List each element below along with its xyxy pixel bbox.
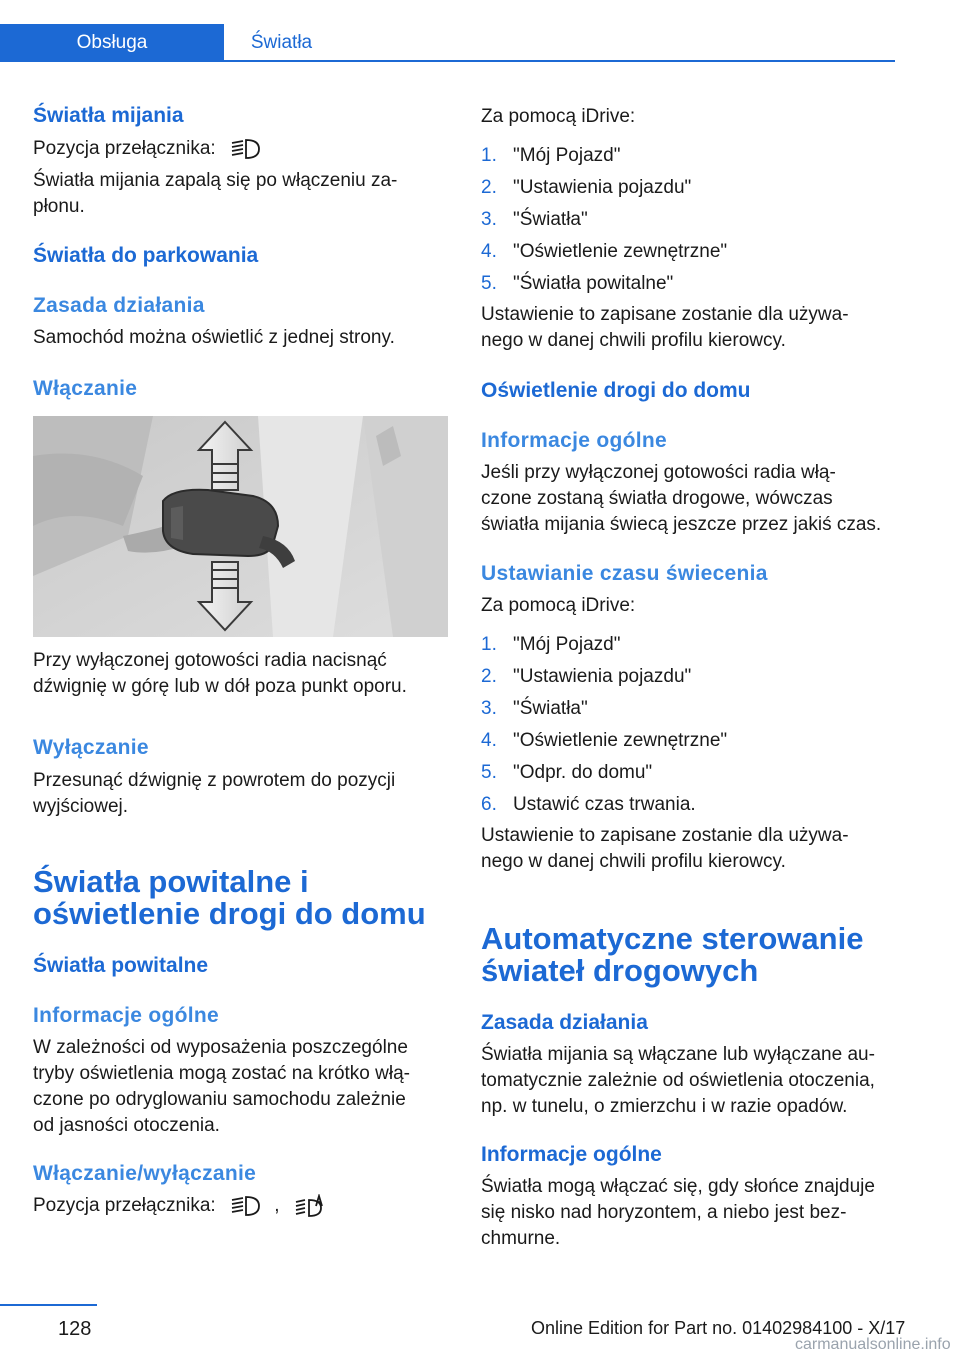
idrive-intro-1: Za pomocą iDrive: [481, 106, 636, 127]
parking-principle-text: Samochód można oświetlić z jednej strony. [33, 327, 395, 348]
home-text-1: Jeśli przy wyłączonej gotowości radia włą‐ [481, 462, 836, 483]
heading-low-beam: Światła mijania [33, 104, 184, 127]
list-item-text: "Mój Pojazd" [513, 634, 621, 655]
heading-parking-principle: Zasada działania [33, 294, 205, 317]
auto-general-text-1: Światła mogą włączać się, gdy słońce znajduje [481, 1176, 875, 1197]
low-beam-text-1: Światła mijania zapalą się po włączeniu za‐ [33, 170, 398, 191]
list-item-number: 6. [481, 794, 497, 815]
list-item [481, 204, 896, 236]
heading-switch-off: Wyłączanie [33, 736, 149, 759]
list-item-number: 1. [481, 634, 497, 655]
page-header [0, 0, 895, 62]
heading-welcome-lights-1: Światła powitalne i [33, 864, 309, 899]
heading-parking-lights: Światła do parkowania [33, 244, 259, 267]
heading-welcome-lights-2: oświetlenie drogi do domu [33, 896, 426, 931]
saved-profile-text-2b: nego w danej chwili profilu kierowcy. [481, 851, 786, 872]
auto-text-3: np. w tunelu, o zmierzchu i w razie opadów. [481, 1096, 848, 1117]
list-item [481, 172, 896, 204]
list-item-number: 2. [481, 177, 497, 198]
footer-rule [0, 1304, 97, 1306]
list-item [481, 661, 896, 693]
heading-welcome: Światła powitalne [33, 954, 209, 977]
list-item-text: "Światła" [513, 698, 588, 719]
heading-home-general: Informacje ogólne [481, 429, 667, 452]
header-tab-swiatla: Światła [250, 32, 313, 53]
list-item-number: 4. [481, 241, 497, 262]
list-item [481, 693, 896, 725]
auto-text-1: Światła mijania są włączane lub wyłączane au‐ [481, 1044, 875, 1065]
list-item-text: Ustawić czas trwania. [513, 794, 696, 815]
on-off-switch-label: Pozycja przełącznika: [33, 1195, 216, 1216]
saved-profile-text-1b: nego w danej chwili profilu kierowcy. [481, 330, 786, 351]
on-off-separator: , [274, 1195, 280, 1216]
general-text-4: od jasności otoczenia. [33, 1115, 220, 1136]
saved-profile-text-2a: Ustawienie to zapisane zostanie dla używa‐ [481, 825, 849, 846]
list-item-number: 5. [481, 762, 497, 783]
low-beam-switch-line [33, 136, 448, 162]
list-item-text: "Oświetlenie zewnętrzne" [513, 241, 728, 262]
list-item-number: 3. [481, 698, 497, 719]
list-item [481, 236, 896, 268]
list-item-text: "Ustawienia pojazdu" [513, 177, 692, 198]
switch-on-text-1: Przy wyłączonej gotowości radia nacisnąć [33, 650, 387, 671]
switch-off-text-2: wyjściowej. [33, 796, 129, 817]
saved-profile-text-1a: Ustawienie to zapisane zostanie dla używa‐ [481, 304, 849, 325]
list-item-text: "Światła" [513, 209, 588, 230]
list-item [481, 789, 896, 821]
auto-general-text-3: chmurne. [481, 1228, 561, 1249]
page-number: 128 [58, 1318, 92, 1340]
heading-on-off: Włączanie/wyłączanie [33, 1162, 257, 1185]
heading-auto-general: Informacje ogólne [481, 1143, 662, 1166]
edition-note: Online Edition for Part no. 01402984100 - X/17 [531, 1318, 906, 1338]
list-item-text: "Odpr. do domu" [513, 762, 653, 783]
list-item-number: 4. [481, 730, 497, 751]
general-text-2: tryby oświetlenia mogą zostać na krótko włą‐ [33, 1063, 410, 1084]
switch-on-text-2: dźwignię w górę lub w dół poza punkt oporu. [33, 676, 407, 697]
heading-switch-on: Włączanie [33, 377, 138, 400]
header-rule [224, 60, 895, 62]
auto-text-2: tomatycznie zależnie od oświetlenia otoczenia, [481, 1070, 875, 1091]
list-item [481, 757, 896, 789]
heading-auto-high-beam-2: świateł drogowych [481, 953, 759, 988]
heading-auto-principle: Zasada działania [481, 1011, 648, 1034]
header-tab-obsluga: Obsługa [0, 24, 224, 62]
welcome-menu-steps [481, 140, 896, 300]
lever-illustration-drawing [33, 416, 448, 637]
heading-general-info: Informacje ogólne [33, 1004, 219, 1027]
list-item [481, 725, 896, 757]
list-item [481, 140, 896, 172]
heading-auto-high-beam-1: Automatyczne sterowanie [481, 921, 864, 956]
home-menu-steps [481, 629, 896, 821]
automatic-headlight-icon [295, 1194, 327, 1218]
on-off-switch-line [33, 1193, 448, 1219]
home-text-3: światła mijania świecą jeszcze przez jakiś czas. [481, 514, 882, 535]
list-item-number: 3. [481, 209, 497, 230]
list-item-number: 1. [481, 145, 497, 166]
list-item-text: "Ustawienia pojazdu" [513, 666, 692, 687]
list-item [481, 268, 896, 300]
list-item-text: "Oświetlenie zewnętrzne" [513, 730, 728, 751]
idrive-intro-2: Za pomocą iDrive: [481, 595, 636, 616]
home-text-2: czone zostaną światła drogowe, wówczas [481, 488, 833, 509]
list-item [481, 629, 896, 661]
general-text-1: W zależności od wyposażenia poszczególne [33, 1037, 408, 1058]
heading-duration: Ustawianie czasu świecenia [481, 562, 768, 585]
list-item-number: 2. [481, 666, 497, 687]
list-item-text: "Światła powitalne" [513, 273, 674, 294]
low-beam-switch-label: Pozycja przełącznika: [33, 138, 216, 159]
low-beam-switch-icon [231, 138, 261, 160]
general-text-3: czone po odryglowaniu samochodu zależnie [33, 1089, 406, 1110]
list-item-text: "Mój Pojazd" [513, 145, 621, 166]
lever-illustration [33, 416, 448, 637]
auto-general-text-2: się nisko nad horyzontem, a niebo jest bez‐ [481, 1202, 847, 1223]
heading-home-lights: Oświetlenie drogi do domu [481, 379, 751, 402]
low-beam-text-2: płonu. [33, 196, 85, 217]
watermark: carmanualsonline.info [795, 1336, 951, 1353]
list-item-number: 5. [481, 273, 497, 294]
switch-off-text-1: Przesunąć dźwignię z powrotem do pozycji [33, 770, 396, 791]
low-beam-switch-icon [231, 1195, 261, 1217]
